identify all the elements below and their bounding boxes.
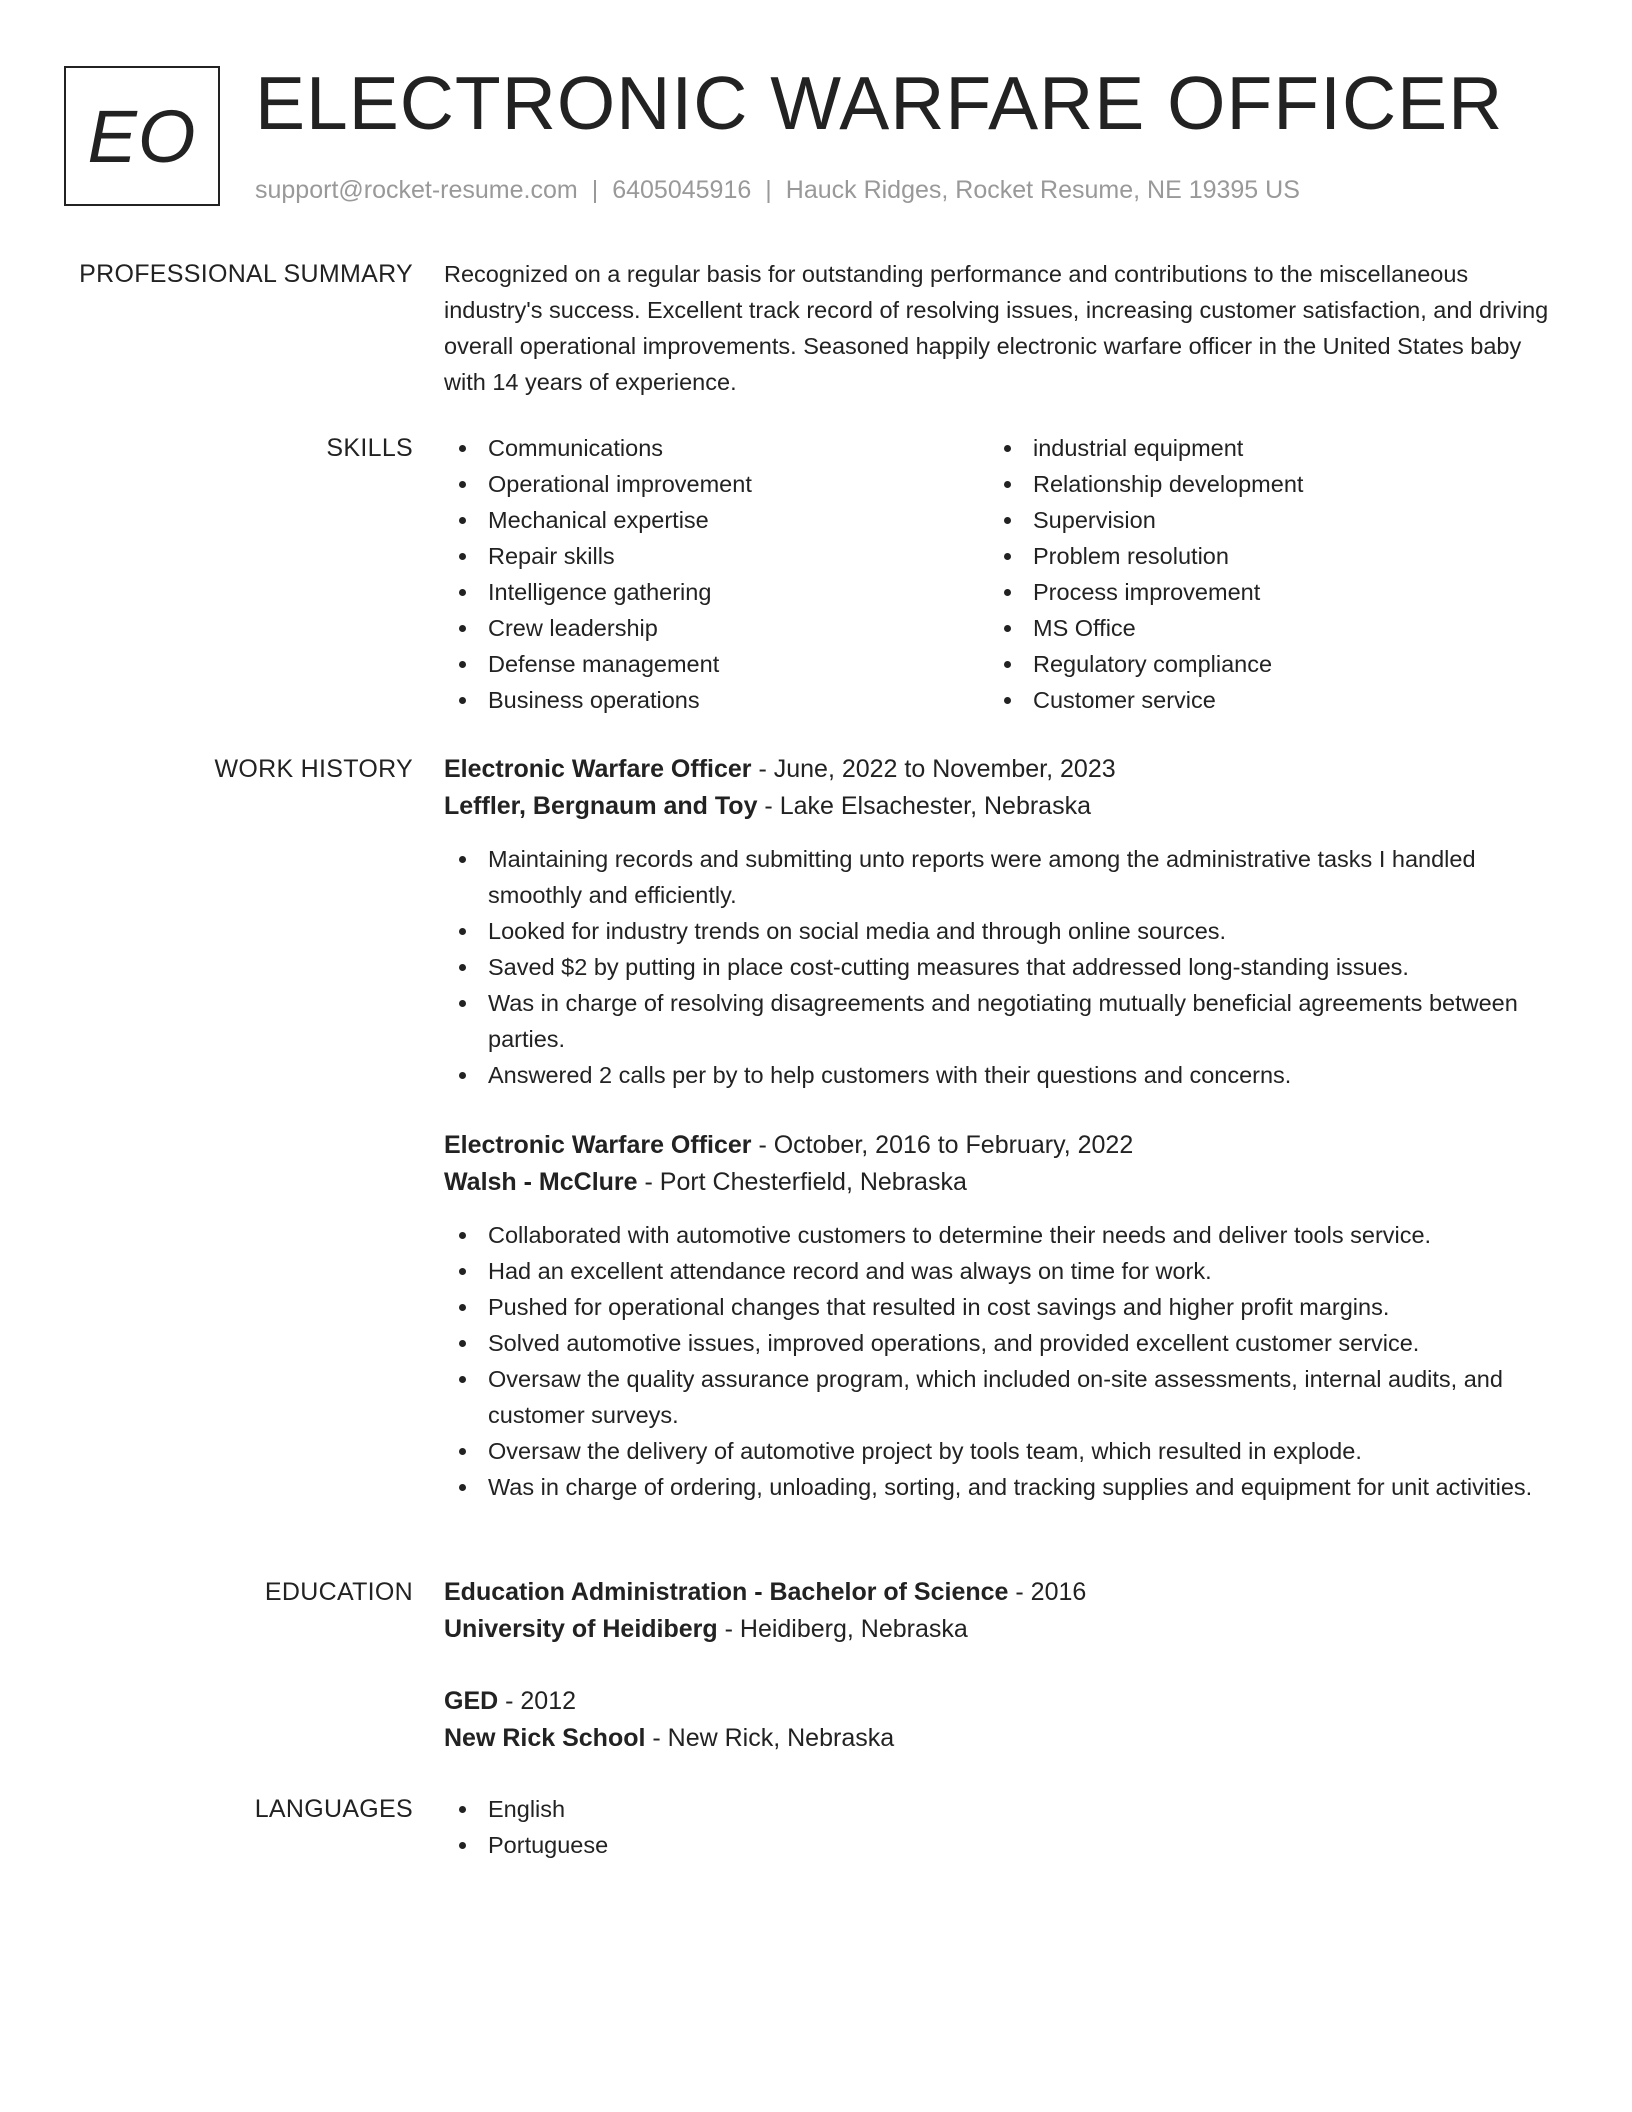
education-entry bbox=[444, 1574, 1554, 1648]
job-company-line bbox=[444, 1164, 1554, 1201]
skills-grid bbox=[444, 430, 1554, 718]
duty-item: Answered 2 calls per by to help customers with their questions and concerns. bbox=[444, 1057, 1554, 1093]
job-location: - Port Chesterfield, Nebraska bbox=[637, 1168, 967, 1196]
degree-year: - 2016 bbox=[1008, 1578, 1087, 1606]
resume-title: ELECTRONIC WARFARE OFFICER bbox=[255, 61, 1504, 145]
job-location: - Lake Elsachester, Nebraska bbox=[757, 792, 1091, 820]
duty-item: Maintaining records and submitting unto reports were among the administrative tasks I handled smoothly and efficiently. bbox=[444, 841, 1554, 913]
education-heading: EDUCATION bbox=[264, 1578, 413, 1606]
summary-heading: PROFESSIONAL SUMMARY bbox=[79, 260, 413, 288]
contact-line bbox=[255, 174, 1300, 206]
degree-name: Education Administration - Bachelor of Science bbox=[444, 1578, 1009, 1606]
degree-line bbox=[444, 1574, 1554, 1611]
language-item: English bbox=[444, 1791, 1554, 1827]
duty-item: Was in charge of ordering, unloading, sorting, and tracking supplies and equipment for unit activities. bbox=[444, 1469, 1554, 1505]
languages-body bbox=[444, 1791, 1554, 1863]
school-name: University of Heidiberg bbox=[444, 1615, 718, 1643]
job-title-line bbox=[444, 1127, 1554, 1164]
skill-item: Problem resolution bbox=[989, 538, 1534, 574]
degree-line bbox=[444, 1683, 1554, 1720]
contact-separator: | bbox=[591, 176, 599, 204]
skills-body bbox=[444, 430, 1554, 718]
job-duties bbox=[444, 841, 1554, 1093]
school-name: New Rick School bbox=[444, 1724, 646, 1752]
skill-item: Customer service bbox=[989, 682, 1534, 718]
job-title-line bbox=[444, 751, 1554, 788]
contact-phone: 6405045916 bbox=[612, 176, 752, 204]
work-body bbox=[444, 751, 1554, 1505]
job-entry bbox=[444, 1127, 1554, 1505]
duty-item: Looked for industry trends on social media and through online sources. bbox=[444, 913, 1554, 949]
contact-address: Hauck Ridges, Rocket Resume, NE 19395 US bbox=[785, 176, 1300, 204]
duty-item: Solved automotive issues, improved operations, and provided excellent customer service. bbox=[444, 1325, 1554, 1361]
job-title: Electronic Warfare Officer bbox=[444, 1131, 752, 1159]
skill-item: Business operations bbox=[444, 682, 989, 718]
skill-item: Regulatory compliance bbox=[989, 646, 1534, 682]
degree-year: - 2012 bbox=[498, 1687, 577, 1715]
duty-item: Had an excellent attendance record and was always on time for work. bbox=[444, 1253, 1554, 1289]
school-line bbox=[444, 1611, 1554, 1648]
skill-item: Defense management bbox=[444, 646, 989, 682]
skill-item: MS Office bbox=[989, 610, 1534, 646]
school-location: - New Rick, Nebraska bbox=[645, 1724, 895, 1752]
contact-email: support@rocket-resume.com bbox=[255, 176, 578, 204]
duty-item: Pushed for operational changes that resulted in cost savings and higher profit margins. bbox=[444, 1289, 1554, 1325]
job-company: Leffler, Bergnaum and Toy bbox=[444, 792, 758, 820]
job-duties bbox=[444, 1217, 1554, 1505]
skill-item: Mechanical expertise bbox=[444, 502, 989, 538]
duty-item: Was in charge of resolving disagreements and negotiating mutually beneficial agreements between parties. bbox=[444, 985, 1554, 1057]
job-company: Walsh - McClure bbox=[444, 1168, 638, 1196]
education-body bbox=[444, 1574, 1554, 1757]
skill-item: Supervision bbox=[989, 502, 1534, 538]
job-company-line bbox=[444, 788, 1554, 825]
skills-heading: SKILLS bbox=[326, 434, 413, 462]
school-line bbox=[444, 1720, 1554, 1757]
job-title: Electronic Warfare Officer bbox=[444, 755, 752, 783]
skill-item: industrial equipment bbox=[989, 430, 1534, 466]
duty-item: Oversaw the delivery of automotive project by tools team, which resulted in explode. bbox=[444, 1433, 1554, 1469]
skill-item: Operational improvement bbox=[444, 466, 989, 502]
duty-item: Collaborated with automotive customers to determine their needs and deliver tools service. bbox=[444, 1217, 1554, 1253]
education-entry bbox=[444, 1683, 1554, 1757]
skill-item: Communications bbox=[444, 430, 989, 466]
job-entry bbox=[444, 751, 1554, 1093]
summary-body bbox=[444, 256, 1554, 400]
job-dates: - October, 2016 to February, 2022 bbox=[751, 1131, 1134, 1159]
work-heading: WORK HISTORY bbox=[214, 755, 413, 783]
skill-item: Relationship development bbox=[989, 466, 1534, 502]
school-location: - Heidiberg, Nebraska bbox=[717, 1615, 968, 1643]
duty-item: Oversaw the quality assurance program, which included on-site assessments, internal audits, and customer surveys. bbox=[444, 1361, 1554, 1433]
skills-list-left bbox=[444, 430, 989, 718]
duty-item: Saved $2 by putting in place cost-cutting measures that addressed long-standing issues. bbox=[444, 949, 1554, 985]
skill-item: Crew leadership bbox=[444, 610, 989, 646]
languages-heading: LANGUAGES bbox=[254, 1795, 413, 1823]
degree-name: GED bbox=[444, 1687, 499, 1715]
skills-list-right bbox=[989, 430, 1534, 718]
skill-item: Repair skills bbox=[444, 538, 989, 574]
skill-item: Intelligence gathering bbox=[444, 574, 989, 610]
language-item: Portuguese bbox=[444, 1827, 1554, 1863]
contact-separator: | bbox=[765, 176, 772, 204]
summary-text: Recognized on a regular basis for outstanding performance and contributions to the miscellaneous industry's success. Excellent track record of resolving issues, increasing customer satisfaction, and driving overall operational improvements. Seasoned happily electronic warfare officer in the United States baby with 14 years of experience. bbox=[444, 261, 1549, 395]
skill-item: Process improvement bbox=[989, 574, 1534, 610]
job-dates: - June, 2022 to November, 2023 bbox=[751, 755, 1116, 783]
languages-list bbox=[444, 1791, 1554, 1863]
initials-monogram: EO bbox=[64, 66, 220, 206]
